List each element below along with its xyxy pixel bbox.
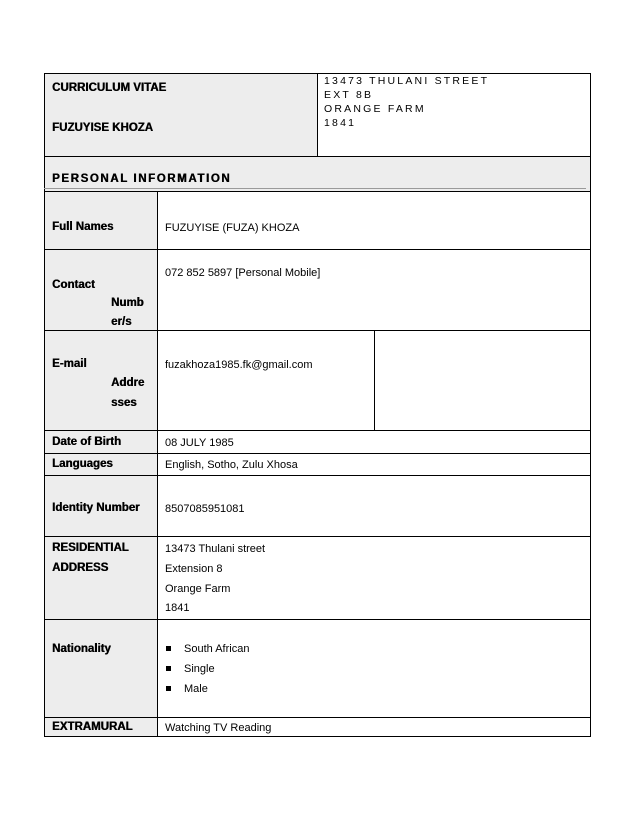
languages-value: English, Sotho, Zulu Xhosa bbox=[165, 459, 298, 471]
email-value-cell bbox=[157, 330, 375, 431]
contact-label-1: Contact bbox=[52, 279, 95, 291]
cv-title: CURRICULUM VITAE bbox=[52, 82, 167, 94]
languages-label: Languages bbox=[52, 458, 113, 470]
nationality-label: Nationality bbox=[52, 643, 111, 655]
full-names-value: FUZUYISE (FUZA) KHOZA bbox=[165, 222, 300, 234]
bullet-icon bbox=[166, 666, 171, 671]
address-line-1: 13473 THULANI STREET bbox=[324, 75, 490, 87]
nationality-item-3: Male bbox=[184, 683, 208, 695]
residential-label-2: ADDRESS bbox=[52, 562, 109, 574]
email-extra-cell bbox=[374, 330, 591, 431]
bullet-icon bbox=[166, 686, 171, 691]
email-label-1: E-mail bbox=[52, 358, 87, 370]
extramural-value: Watching TV Reading bbox=[165, 722, 272, 734]
contact-label-3: er/s bbox=[111, 316, 132, 328]
nationality-label-cell bbox=[44, 619, 158, 718]
residential-label-1: RESIDENTIAL bbox=[52, 542, 129, 554]
contact-value: 072 852 5897 [Personal Mobile] bbox=[165, 267, 321, 279]
extramural-label: EXTRAMURAL bbox=[52, 721, 133, 733]
residential-line-4: 1841 bbox=[165, 602, 190, 614]
section-underline bbox=[44, 188, 586, 189]
residential-line-3: Orange Farm bbox=[165, 583, 231, 595]
residential-line-1: 13473 Thulani street bbox=[165, 543, 266, 555]
address-line-4: 1841 bbox=[324, 117, 357, 129]
nationality-item-1: South African bbox=[184, 643, 250, 655]
id-value: 8507085951081 bbox=[165, 503, 245, 515]
address-line-2: EXT 8B bbox=[324, 89, 374, 101]
residential-line-2: Extension 8 bbox=[165, 563, 223, 575]
nationality-value-cell bbox=[157, 619, 591, 718]
email-label-3: sses bbox=[111, 397, 137, 409]
full-names-label: Full Names bbox=[52, 221, 114, 233]
cv-name: FUZUYISE KHOZA bbox=[52, 122, 153, 134]
bullet-icon bbox=[166, 646, 171, 651]
dob-value: 08 JULY 1985 bbox=[165, 437, 234, 449]
email-value: fuzakhoza1985.fk@gmail.com bbox=[165, 359, 313, 371]
section-title: PERSONAL INFORMATION bbox=[52, 173, 232, 185]
contact-label-2: Numb bbox=[111, 297, 144, 309]
contact-value-cell bbox=[157, 249, 591, 331]
nationality-item-2: Single bbox=[184, 663, 215, 675]
email-label-2: Addre bbox=[111, 377, 145, 389]
full-names-value-cell bbox=[157, 191, 591, 250]
address-line-3: ORANGE FARM bbox=[324, 103, 426, 115]
id-label: Identity Number bbox=[52, 502, 140, 514]
dob-label: Date of Birth bbox=[52, 436, 121, 448]
